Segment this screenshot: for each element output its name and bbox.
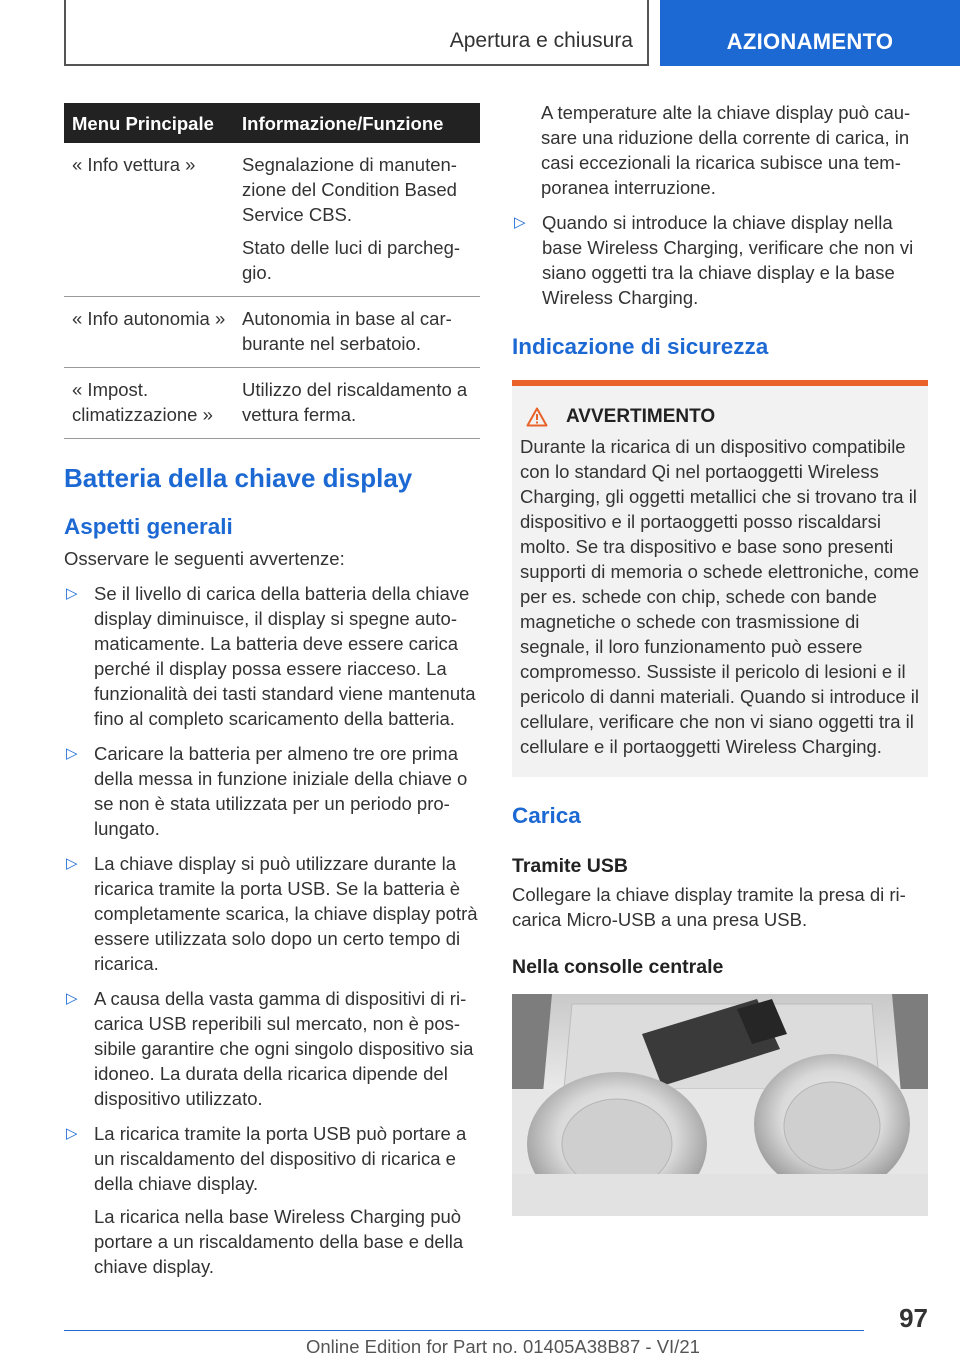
warning-triangle-icon (526, 407, 548, 427)
right-column (512, 100, 928, 1216)
list-item-text: Quando si introduce la chiave display nella base Wireless Charging, verificare che non vi siano oggetti tra la chiave display e la base Wireless Charging. (542, 212, 914, 308)
console-heading: Nella consolle centrale (512, 956, 724, 978)
table-cell-info (234, 368, 480, 439)
list-item-text: La ricarica tramite la porta USB può portare a un riscaldamento del dispositivo di ricarica e della chiave display. (94, 1123, 467, 1194)
center-console-photo (512, 994, 928, 1216)
header-section (64, 0, 649, 66)
table-cell-text: Utilizzo del riscaldamento a vettura ferma. (242, 379, 468, 425)
list-item (64, 741, 480, 841)
usb-heading: Tramite USB (512, 855, 628, 877)
table-cell-text: Autonomia in base al carburante nel serbatoio. (242, 308, 452, 354)
table-cell-info (234, 143, 480, 297)
list-item-text: La chiave display si può utilizzare durante la ricarica tramite la porta USB. Se la batteria è completamente scarica, la chiave display potrà essere utilizzata solo dopo un certo tempo di ricarica. (94, 853, 478, 974)
menu-info-table (64, 103, 480, 439)
list-item (512, 210, 928, 310)
header-chapter-tab[interactable] (660, 0, 960, 66)
continuation-text: A temperature alte la chiave display può causare una riduzione della corrente di carica, in casi eccezionali la ricarica subisce una temporanea interruzione. (541, 102, 911, 198)
battery-heading: Batteria della chiave display (64, 463, 413, 493)
table-cell-menu: « Info autonomia » (64, 297, 234, 368)
footer-edition: Online Edition for Part no. 01405A38B87 - VI/21 (306, 1336, 700, 1357)
list-item-text: Caricare la batteria per almeno tre ore prima della messa in funzione iniziale della chiave o se non è stata utilizzata per un periodo prolungato. (94, 743, 468, 839)
triangle-bullet-icon: ▷ (66, 990, 78, 1007)
safety-heading: Indicazione di sicurezza (512, 334, 769, 359)
chapter-title: AZIONAMENTO (726, 29, 894, 54)
list-item-text: A causa della vasta gamma di dispositivi di ricarica USB reperibili sul mercato, non è possibile garantire che ogni singolo dispositivo sia idoneo. La durata della ricarica dipende del dispositivo utilizzato. (94, 988, 474, 1109)
table-row (64, 297, 480, 368)
triangle-bullet-icon: ▷ (66, 1125, 78, 1142)
page-number: 97 (899, 1303, 928, 1333)
table-cell-menu: « Info vettura » (64, 143, 234, 297)
triangle-bullet-icon: ▷ (66, 855, 78, 872)
center-console-illustration (512, 994, 928, 1216)
list-item (64, 1121, 480, 1279)
list-item-text: La ricarica nella base Wireless Charging può portare a un riscaldamento della base e della chiave display. (94, 1206, 464, 1277)
triangle-bullet-icon: ▷ (66, 745, 78, 762)
warning-header (520, 406, 920, 428)
battery-notes-list (64, 581, 480, 1279)
warning-text: Durante la ricarica di un dispositivo compatibile con lo standard Qi nel portaoggetti Wireless Charging, gli oggetti metallici che si trovano tra il dispositivo e il portaoggetti posso riscaldarsi molto. Se tra dispositivo e base sono presenti supporti di memoria o schede elettroniche, come per es. schede con chip, schede con bande magnetiche o schede con trasmissione di segnale, il loro funzionamento può essere compromesso. Sussiste il pericolo di lesioni e il pericolo di danni materiali. Quando si introduce il cellulare, verificare che non vi siano oggetti tra il cellulare e il portaoggetti Wireless Charging. (520, 436, 919, 757)
list-item-text: Se il livello di carica della batteria della chiave display diminuisce, il display si spegne automaticamente. La batteria deve essere carica perché il display possa essere riacceso. La funzionalità dei tasti standard viene mantenuta fino al completo scaricamento della batteria. (94, 583, 476, 729)
list-item (64, 581, 480, 731)
table-header-info: Informazione/Funzione (234, 103, 480, 143)
table-cell-text: Segnalazione di manutenzione del Condition Based Service CBS. (242, 154, 457, 225)
intro-text: Osservare le seguenti avvertenze: (64, 548, 345, 569)
section-title: Apertura e chiusura (449, 29, 633, 52)
charge-heading: Carica (512, 803, 581, 828)
wireless-notes-list (512, 210, 928, 310)
list-item (64, 986, 480, 1111)
table-header-row (64, 103, 480, 143)
list-item (64, 851, 480, 976)
triangle-bullet-icon: ▷ (66, 585, 78, 602)
general-aspects-heading: Aspetti generali (64, 514, 233, 539)
table-row (64, 143, 480, 297)
triangle-bullet-icon: ▷ (514, 214, 526, 231)
table-cell-text: Stato delle luci di parcheggio. (242, 237, 461, 283)
warning-title: AVVERTIMENTO (566, 406, 716, 427)
table-cell-menu: « Impost. climatizzazione » (64, 368, 234, 439)
footer-divider (64, 1330, 864, 1331)
table-row (64, 368, 480, 439)
table-header-menu: Menu Principale (64, 103, 234, 143)
left-column (64, 103, 480, 1279)
warning-box (512, 380, 928, 777)
usb-text: Collegare la chiave display tramite la presa di ricarica Micro-USB a una presa USB. (512, 884, 906, 930)
table-cell-info (234, 297, 480, 368)
